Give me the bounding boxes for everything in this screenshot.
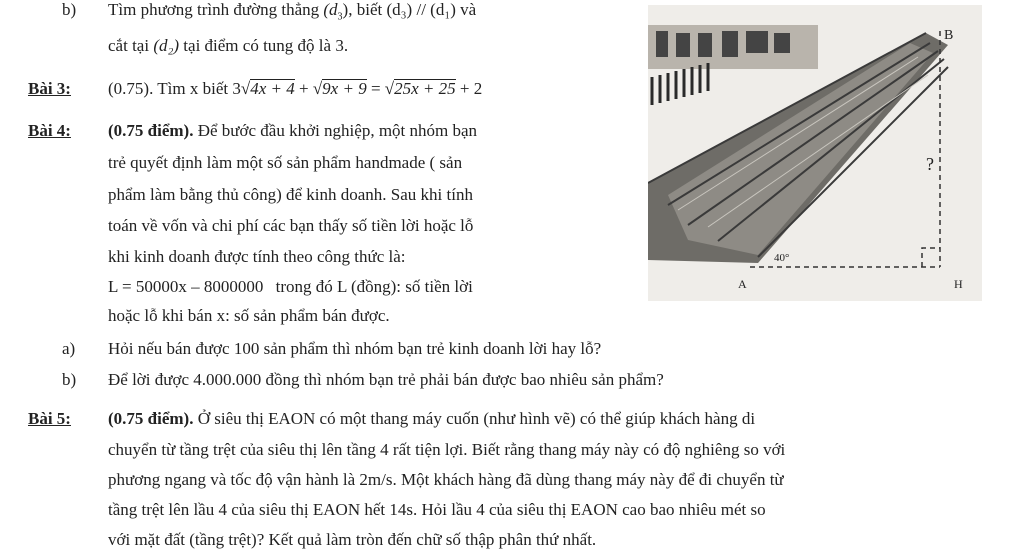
bai3-equation: 3√4x + 4 + √9x + 9 = √25x + 25 + 2 <box>232 79 483 98</box>
bai4-last-line: hoặc lỗ khi bán x: số sản phẩm bán được. <box>108 306 390 325</box>
prev-b-va: và <box>460 0 477 19</box>
prev-b-parallel: (d₃) // (d₁) <box>386 0 456 19</box>
bai5-line-3: tầng trệt lên lầu 4 của siêu thị EAON hết 14s. Hỏi lầu 4 của siêu thị EAON cao bao nhiêu mét so <box>108 500 766 519</box>
bai4-heading <box>28 121 71 141</box>
label-a: A <box>738 277 747 291</box>
bai4-line-2: phẩm làm bằng thủ công) để kinh doanh. Sau khi tính <box>108 185 473 204</box>
bai5-heading <box>28 409 71 429</box>
bai4-formula: L = 50000x – 8000000 <box>108 277 264 296</box>
bai3-rad1: 4x + 4 <box>250 79 295 98</box>
bai3-body <box>108 79 482 99</box>
label-question: ? <box>926 154 934 174</box>
bai5-points: (0.75 điểm). <box>108 409 194 428</box>
escalator-diagram <box>648 5 982 301</box>
bai4-points: (0.75 điểm). <box>108 121 194 140</box>
escalator-figure <box>648 5 982 301</box>
prev-b-d2: (d₂) <box>153 36 180 55</box>
bai4-formula-line <box>108 277 473 297</box>
bai4-qa: Hỏi nếu bán được 100 sản phẩm thì nhóm bạn trẻ kinh doanh lời hay lỗ? <box>108 339 602 358</box>
bai4-line-1: trẻ quyết định làm một số sản phẩm handmade ( sản <box>108 153 463 172</box>
bai5-line-1: chuyển từ tầng trệt của siêu thị lên tầng 4 rất tiện lợi. Biết rằng thang máy này có độ nghiêng so với <box>108 440 786 459</box>
bai3-label: Bài 3: <box>28 79 71 98</box>
bai4-formula-tail: trong đó L (đồng): số tiền lời <box>275 277 473 296</box>
label-h: H <box>954 277 963 291</box>
bai4-qb-label: b) <box>62 370 77 389</box>
prev-b-text1: Tìm phương trình đường thẳng <box>108 0 320 19</box>
bai4-line-4: khi kinh doanh được tính theo công thức là: <box>108 247 406 266</box>
bai4-line-0: (0.75 điểm). Để bước đầu khởi nghiệp, một nhóm bạn <box>108 121 478 140</box>
bai3-points: (0.75). <box>108 79 154 98</box>
bai3-prompt: Tìm x biết <box>157 79 229 98</box>
bai5-line-4: với mặt đất (tầng trệt)? Kết quả làm tròn đến chữ số thập phân thứ nhất. <box>108 530 597 549</box>
bai5-line-2: phương ngang và tốc độ vận hành là 2m/s. Một khách hàng đã dùng thang máy này để đi chuyển từ <box>108 470 784 489</box>
bai4-label: Bài 4: <box>28 121 71 140</box>
prev-b-line1 <box>108 0 476 27</box>
prev-b-d3: $(d_3)$ <box>323 0 349 23</box>
prev-b-line2: cắt tại (d₂) tại điểm có tung độ là 3. <box>108 36 349 55</box>
bai3-rad2: 9x + 9 <box>322 79 367 98</box>
bai3-rad3: 25x + 25 <box>394 79 456 98</box>
bai4-qb: Để lời được 4.000.000 đồng thì nhóm bạn trẻ phải bán được bao nhiêu sản phẩm? <box>108 370 664 389</box>
bai5-line-0: (0.75 điểm). Ở siêu thị EAON có một thang máy cuốn (như hình vẽ) có thể giúp khách hàng di <box>108 409 756 428</box>
label-b: B <box>944 28 954 43</box>
bai3-heading <box>28 79 71 99</box>
prev-b-biet: , biết <box>348 0 383 19</box>
bai5-label: Bài 5: <box>28 409 71 428</box>
bai4-line-3: toán về vốn và chi phí các bạn thấy số tiền lời hoặc lỗ <box>108 216 474 235</box>
bai4-qa-label: a) <box>62 339 76 358</box>
prev-b-label: b) <box>62 0 77 19</box>
label-angle: 40° <box>774 252 790 264</box>
